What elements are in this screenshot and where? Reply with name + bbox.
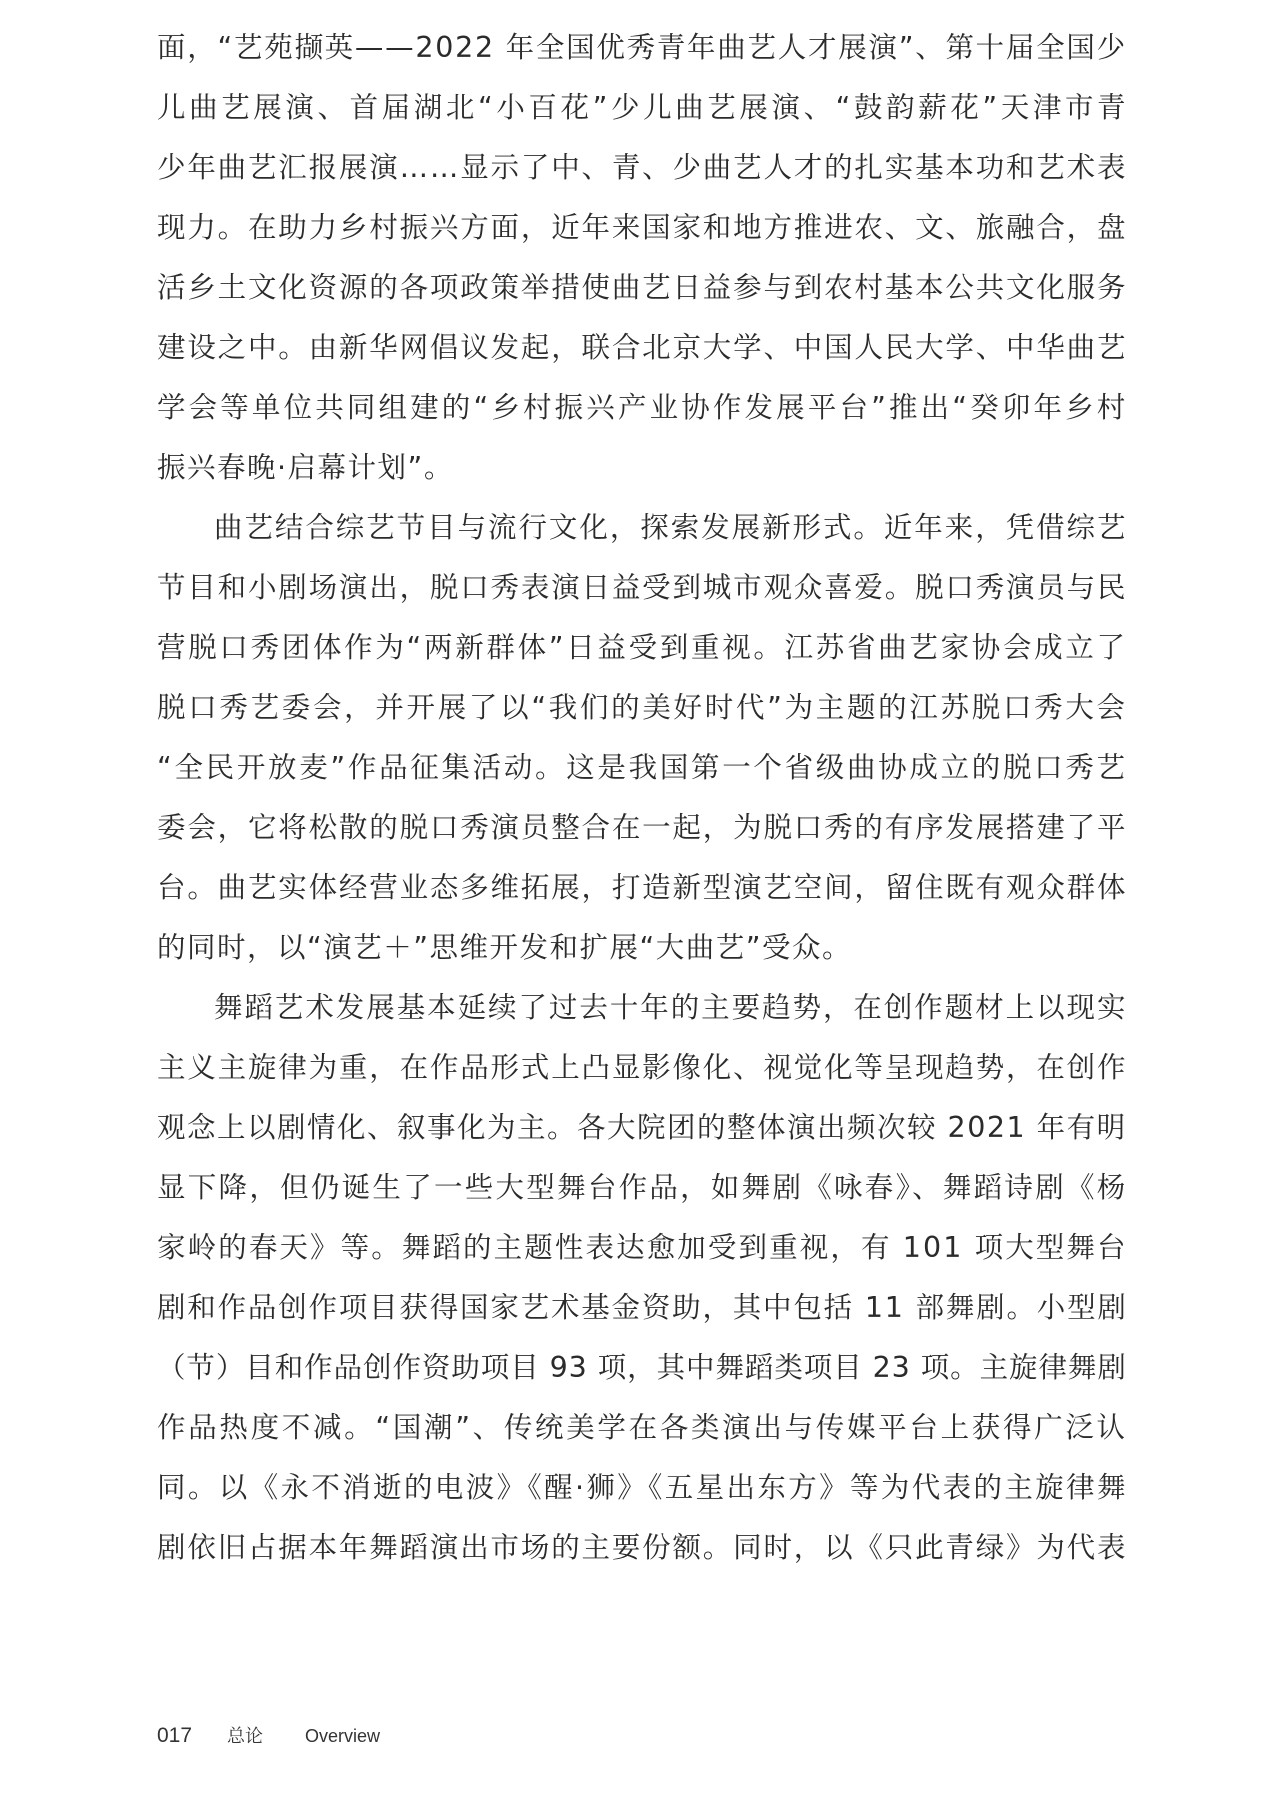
text-line: 同。以《永不消逝的电波》《醒·狮》《五星出东方》等为代表的主旋律舞 [157,1471,1128,1504]
text-line: 台。曲艺实体经营业态多维拓展，打造新型演艺空间，留住既有观众群体 [157,871,1128,904]
text-line: 主义主旋律为重，在作品形式上凸显影像化、视觉化等呈现趋势，在创作 [157,1051,1128,1084]
section-title-cn: 总论 [227,1726,263,1747]
text-line: 显下降，但仍诞生了一些大型舞台作品，如舞剧《咏春》、舞蹈诗剧《杨 [157,1171,1128,1204]
text-line: 少年曲艺汇报展演……显示了中、青、少曲艺人才的扎实基本功和艺术表 [157,151,1128,184]
text-line: 现力。在助力乡村振兴方面，近年来国家和地方推进农、文、旅融合，盘 [157,211,1128,244]
page-number: 017 [157,1724,193,1747]
text-line: 学会等单位共同组建的“乡村振兴产业协作发展平台”推出“癸卯年乡村 [157,391,1129,424]
text-line: 营脱口秀团体作为“两新群体”日益受到重视。江苏省曲艺家协会成立了 [157,631,1128,664]
text-line: 观念上以剧情化、叙事化为主。各大院团的整体演出频次较 2021 年有明 [157,1111,1127,1144]
text-line: 委会，它将松散的脱口秀演员整合在一起，为脱口秀的有序发展搭建了平 [157,811,1128,844]
text-line: 剧依旧占据本年舞蹈演出市场的主要份额。同时，以《只此青绿》为代表 [157,1531,1128,1564]
text-line: 的同时，以“演艺＋”思维开发和扩展“大曲艺”受众。 [157,931,853,964]
text-line: “全民开放麦”作品征集活动。这是我国第一个省级曲协成立的脱口秀艺 [157,751,1128,784]
text-line: 剧和作品创作项目获得国家艺术基金资助，其中包括 11 部舞剧。小型剧 [157,1291,1128,1324]
text-line: 面，“艺苑撷英——2022 年全国优秀青年曲艺人才展演”、第十届全国少 [157,31,1127,64]
text-line: 振兴春晚·启幕计划”。 [157,451,454,484]
section-title-en: Overview [305,1726,381,1746]
text-line: 家岭的春天》等。舞蹈的主题性表达愈加受到重视，有 101 项大型舞台 [157,1231,1128,1264]
text-line: 舞蹈艺术发展基本延续了过去十年的主要趋势，在创作题材上以现实 [214,991,1128,1024]
page-footer [157,1722,380,1752]
text-line: 活乡土文化资源的各项政策举措使曲艺日益参与到农村基本公共文化服务 [157,271,1128,304]
text-line: 作品热度不减。“国潮”、传统美学在各类演出与传媒平台上获得广泛认 [157,1411,1128,1444]
text-line: 儿曲艺展演、首届湖北“小百花”少儿曲艺展演、“鼓韵薪花”天津市青 [157,91,1130,124]
text-line: 曲艺结合综艺节目与流行文化，探索发展新形式。近年来，凭借综艺 [214,511,1128,544]
text-line: 节目和小剧场演出，脱口秀表演日益受到城市观众喜爱。脱口秀演员与民 [157,571,1128,604]
text-line: 脱口秀艺委会，并开展了以“我们的美好时代”为主题的江苏脱口秀大会 [157,691,1128,724]
text-line: （节）目和作品创作资助项目 93 项，其中舞蹈类项目 23 项。主旋律舞剧 [157,1351,1127,1384]
text-line: 建设之中。由新华网倡议发起，联合北京大学、中国人民大学、中华曲艺 [157,331,1128,364]
